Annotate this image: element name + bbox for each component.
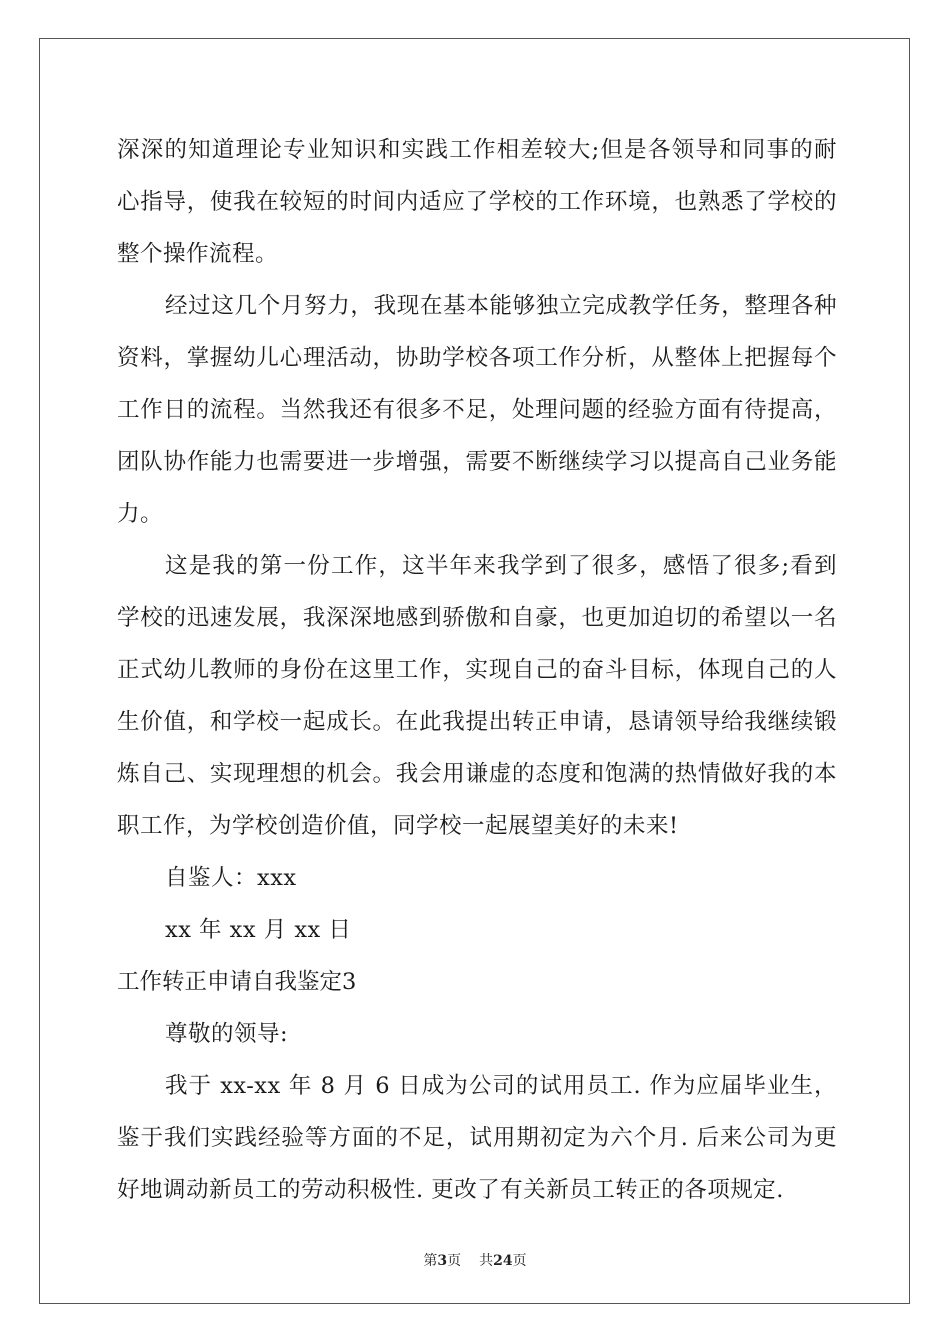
date-line: xx 年 xx 月 xx 日 <box>165 917 352 943</box>
document-body <box>117 124 837 1216</box>
signature-line: 自鉴人：xxx <box>165 865 297 891</box>
salutation: 尊敬的领导: <box>165 1021 289 1047</box>
section-title: 工作转正申请自我鉴定3 <box>117 969 357 995</box>
page-total: 24 <box>493 1253 513 1269</box>
total-prefix: 共 <box>479 1253 494 1269</box>
page-footer <box>0 1250 950 1270</box>
total-suffix: 页 <box>512 1253 527 1269</box>
page-prefix: 第 <box>423 1253 438 1269</box>
page-current: 3 <box>437 1253 448 1269</box>
paragraph-first-job: 这是我的第一份工作，这半年来我学到了很多，感悟了很多;看到学校的迅速发展，我深深地感到骄傲和自豪，也更加迫切的希望以一名正式幼儿教师的身份在这里工作，实现自己的奋斗目标，体现自己的人生价值，和学校一起成长。在此我提出转正申请，恳请领导给我继续锻炼自己、实现理想的机会。我会用谦虚的态度和饱满的热情做好我的本职工作，为学校创造价值，同学校一起展望美好的未来! <box>117 553 837 839</box>
paragraph-probation: 我于 xx-xx 年 8 月 6 日成为公司的试用员工. 作为应届毕业生，鉴于我们实践经验等方面的不足，试用期初定为六个月. 后来公司为更好地调动新员工的劳动积极性. 更改了有关新员工转正的各项规定. <box>117 1073 837 1203</box>
paragraph-continued: 深深的知道理论专业知识和实践工作相差较大;但是各领导和同事的耐心指导，使我在较短的时间内适应了学校的工作环境，也熟悉了学校的整个操作流程。 <box>117 137 837 267</box>
paragraph-progress: 经过这几个月努力，我现在基本能够独立完成教学任务，整理各种资料，掌握幼儿心理活动，协助学校各项工作分析，从整体上把握每个工作日的流程。当然我还有很多不足，处理问题的经验方面有待提高，团队协作能力也需要进一步增强，需要不断继续学习以提高自己业务能力。 <box>117 293 837 527</box>
page-suffix: 页 <box>447 1253 462 1269</box>
